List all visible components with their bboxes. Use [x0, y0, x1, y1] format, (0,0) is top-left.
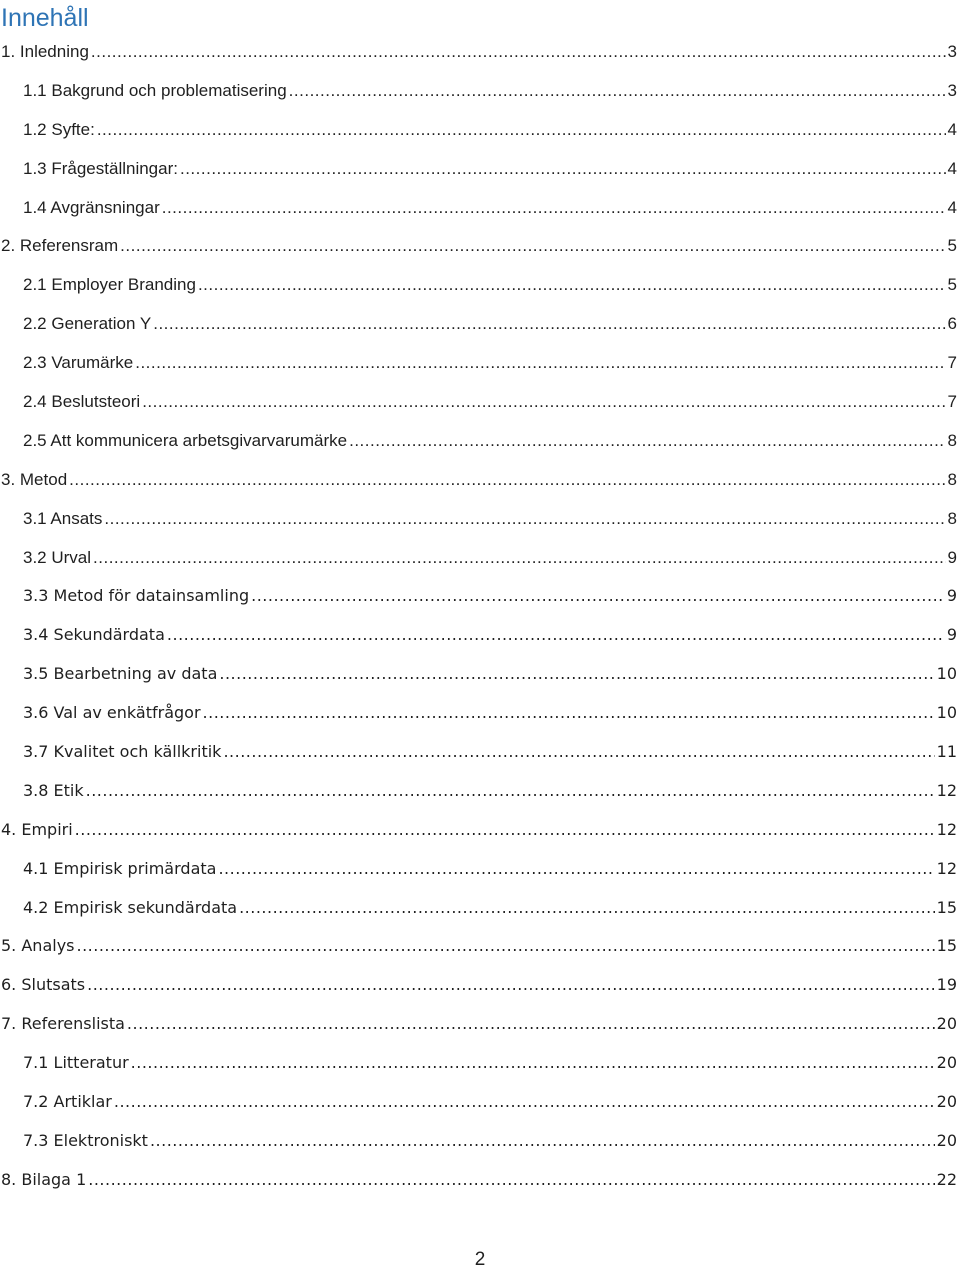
toc-entry-label[interactable]: 5. Analys — [1, 936, 75, 956]
toc-entry[interactable] — [0, 1082, 960, 1121]
toc-dot-leader — [88, 1168, 934, 1192]
toc-entry-line — [23, 429, 957, 453]
toc-entry-line — [23, 1090, 957, 1114]
toc-dot-leader — [198, 273, 946, 297]
toc-entry[interactable] — [0, 188, 960, 227]
toc-entry-label[interactable]: 6. Slutsats — [1, 975, 86, 995]
toc-entry-page-number[interactable]: 22 — [936, 1169, 957, 1189]
toc-dot-leader — [180, 157, 946, 181]
toc-entry-page-number[interactable]: 12 — [936, 780, 957, 800]
toc-entry-line — [23, 896, 957, 920]
toc-entry[interactable] — [0, 499, 960, 538]
toc-entry[interactable] — [0, 32, 960, 71]
toc-dot-leader — [223, 740, 934, 764]
toc-entry[interactable] — [0, 1121, 960, 1160]
toc-dot-leader — [153, 312, 945, 336]
toc-entry-label[interactable]: 2.1 Employer Branding — [23, 275, 196, 295]
toc-entry-line — [23, 312, 957, 336]
toc-entry-line — [23, 273, 957, 297]
toc-entry-page-number[interactable]: 7 — [947, 392, 957, 412]
toc-entry-label[interactable]: 3.3 Metod för datainsamling — [23, 586, 250, 606]
toc-entry-label[interactable]: 3.7 Kvalitet och källkritik — [23, 742, 222, 762]
toc-entry-line — [23, 662, 957, 686]
toc-entry[interactable] — [0, 149, 960, 188]
toc-entry-page-number[interactable]: 3 — [947, 42, 957, 61]
toc-entry[interactable] — [0, 615, 960, 654]
toc-entry[interactable] — [0, 382, 960, 421]
toc-entry-page-number[interactable]: 12 — [936, 858, 957, 878]
toc-dot-leader — [218, 857, 934, 881]
toc-entry-label[interactable]: 1.2 Syfte: — [23, 119, 95, 139]
toc-dot-leader — [69, 468, 945, 492]
toc-entry-label[interactable]: 3. Metod — [1, 469, 68, 489]
toc-entry-page-number[interactable]: 5 — [947, 275, 957, 295]
toc-entry-line — [23, 390, 957, 414]
toc-entry[interactable] — [0, 771, 960, 810]
toc-entry-page-number[interactable]: 19 — [936, 975, 957, 995]
toc-entry-label[interactable]: 3.2 Urval — [23, 547, 92, 567]
toc-entry-page-number[interactable]: 15 — [936, 936, 957, 956]
toc-entry-label[interactable]: 7. Referenslista — [1, 1014, 125, 1034]
toc-entry-line — [23, 351, 957, 375]
toc-dot-leader — [91, 40, 946, 64]
toc-entry[interactable] — [0, 810, 960, 849]
toc-entry[interactable] — [0, 654, 960, 693]
toc-dot-leader — [162, 196, 946, 220]
toc-entry[interactable] — [0, 1160, 960, 1199]
toc-entry-line — [23, 157, 957, 181]
toc-dot-leader — [142, 390, 945, 414]
toc-entry-line — [1, 818, 957, 842]
toc-entry-page-number[interactable]: 4 — [947, 119, 957, 139]
toc-entry-page-number[interactable]: 4 — [947, 158, 957, 178]
toc-dot-leader — [93, 546, 946, 570]
toc-entry-line — [23, 857, 957, 881]
toc-entry-label[interactable]: 4. Empiri — [1, 819, 73, 839]
toc-entry[interactable] — [0, 226, 960, 265]
toc-entry-label[interactable]: 1. Inledning — [1, 42, 89, 61]
toc-entry[interactable] — [0, 576, 960, 615]
toc-entry[interactable] — [0, 460, 960, 499]
toc-entry-label[interactable]: 2.5 Att kommunicera arbetsgivarvarumärke — [23, 430, 348, 450]
toc-dot-leader — [251, 584, 945, 608]
toc-entry-page-number[interactable]: 9 — [946, 586, 957, 606]
toc-entry-line — [1, 973, 957, 997]
toc-dot-leader — [75, 818, 935, 842]
toc-entry-line — [1, 40, 957, 64]
toc-entry-line — [23, 546, 957, 570]
toc-dot-leader — [239, 896, 935, 920]
toc-entry-page-number[interactable]: 10 — [936, 703, 957, 723]
toc-list — [0, 32, 960, 1199]
toc-entry-page-number[interactable]: 9 — [946, 625, 957, 645]
toc-dot-leader — [131, 1051, 935, 1075]
toc-entry[interactable] — [0, 1043, 960, 1082]
toc-entry-line — [23, 623, 957, 647]
toc-entry-label[interactable]: 8. Bilaga 1 — [1, 1169, 87, 1189]
toc-entry-line — [1, 1168, 957, 1192]
toc-entry-line — [23, 740, 957, 764]
toc-entry-label[interactable]: 3.8 Etik — [23, 780, 84, 800]
toc-entry[interactable] — [0, 849, 960, 888]
toc-entry-page-number[interactable]: 20 — [936, 1014, 957, 1034]
toc-entry-page-number[interactable]: 6 — [947, 314, 957, 334]
toc-entry-page-number[interactable]: 5 — [947, 236, 957, 256]
toc-title: Innehåll — [1, 4, 89, 32]
toc-dot-leader — [135, 351, 945, 375]
toc-entry-line — [23, 507, 957, 531]
toc-entry[interactable] — [0, 265, 960, 304]
toc-entry[interactable] — [0, 732, 960, 771]
toc-entry-label[interactable]: 7.2 Artiklar — [23, 1092, 112, 1112]
toc-entry-line — [1, 934, 957, 958]
toc-entry-line — [1, 468, 957, 492]
toc-dot-leader — [219, 662, 934, 686]
toc-entry-line — [23, 196, 957, 220]
toc-entry-page-number[interactable]: 10 — [936, 664, 957, 684]
toc-entry[interactable] — [0, 421, 960, 460]
toc-entry-label[interactable]: 4.2 Empirisk sekundärdata — [23, 897, 238, 917]
toc-entry[interactable] — [0, 965, 960, 1004]
toc-entry-label[interactable]: 7.1 Litteratur — [23, 1053, 129, 1073]
toc-entry-label[interactable]: 1.4 Avgränsningar — [23, 197, 160, 217]
toc-entry-page-number[interactable]: 7 — [947, 353, 957, 373]
toc-entry-page-number[interactable]: 9 — [947, 547, 957, 567]
toc-entry-label[interactable]: 7.3 Elektroniskt — [23, 1130, 148, 1150]
toc-entry-line — [23, 584, 957, 608]
toc-entry[interactable] — [0, 888, 960, 927]
toc-entry-label[interactable]: 2.4 Beslutsteori — [23, 392, 141, 412]
toc-dot-leader — [127, 1012, 935, 1036]
toc-entry-page-number[interactable]: 3 — [947, 80, 957, 100]
toc-entry-page-number[interactable]: 8 — [947, 508, 957, 528]
toc-entry-page-number[interactable]: 20 — [936, 1053, 957, 1073]
toc-entry[interactable] — [0, 343, 960, 382]
toc-dot-leader — [104, 507, 945, 531]
toc-entry[interactable] — [0, 693, 960, 732]
toc-entry-line — [23, 118, 957, 142]
toc-entry-page-number[interactable]: 20 — [936, 1130, 957, 1150]
toc-entry[interactable] — [0, 1004, 960, 1043]
toc-entry-page-number[interactable]: 8 — [947, 469, 957, 489]
toc-dot-leader — [203, 701, 935, 725]
toc-entry-page-number[interactable]: 12 — [936, 819, 957, 839]
toc-entry[interactable] — [0, 926, 960, 965]
toc-entry-line — [23, 779, 957, 803]
toc-entry-line — [23, 79, 957, 103]
toc-dot-leader — [167, 623, 945, 647]
toc-dot-leader — [77, 934, 935, 958]
toc-entry-label[interactable]: 3.4 Sekundärdata — [23, 625, 165, 645]
toc-entry-label[interactable]: 3.5 Bearbetning av data — [23, 664, 218, 684]
page-number: 2 — [474, 1249, 486, 1270]
toc-entry[interactable] — [0, 71, 960, 110]
toc-entry-label[interactable]: 2.3 Varumärke — [23, 353, 134, 373]
toc-dot-leader — [349, 429, 945, 453]
toc-entry[interactable] — [0, 538, 960, 577]
toc-dot-leader — [120, 234, 945, 258]
toc-entry-page-number[interactable]: 11 — [936, 742, 957, 762]
toc-entry-line — [1, 1012, 957, 1036]
toc-entry-label[interactable]: 2. Referensram — [1, 236, 119, 256]
toc-entry-page-number[interactable]: 8 — [947, 430, 957, 450]
toc-entry-page-number[interactable]: 15 — [936, 897, 957, 917]
toc-entry-label[interactable]: 3.6 Val av enkätfrågor — [23, 703, 201, 723]
toc-entry-line — [1, 234, 957, 258]
toc-dot-leader — [289, 79, 946, 103]
toc-dot-leader — [114, 1090, 935, 1114]
toc-dot-leader — [97, 118, 946, 142]
toc-dot-leader — [87, 973, 935, 997]
toc-entry-label[interactable]: 3.1 Ansats — [23, 508, 103, 528]
toc-entry-label[interactable]: 1.1 Bakgrund och problematisering — [23, 80, 287, 100]
toc-entry-line — [23, 701, 957, 725]
toc-entry[interactable] — [0, 110, 960, 149]
toc-entry-page-number[interactable]: 4 — [947, 197, 957, 217]
toc-entry-label[interactable]: 1.3 Frågeställningar: — [23, 158, 178, 178]
toc-entry[interactable] — [0, 304, 960, 343]
toc-entry-label[interactable]: 4.1 Empirisk primärdata — [23, 858, 217, 878]
toc-entry-label[interactable]: 2.2 Generation Y — [23, 314, 152, 334]
toc-entry-page-number[interactable]: 20 — [936, 1092, 957, 1112]
toc-dot-leader — [150, 1129, 935, 1153]
toc-entry-line — [23, 1051, 957, 1075]
toc-entry-line — [23, 1129, 957, 1153]
toc-dot-leader — [86, 779, 935, 803]
